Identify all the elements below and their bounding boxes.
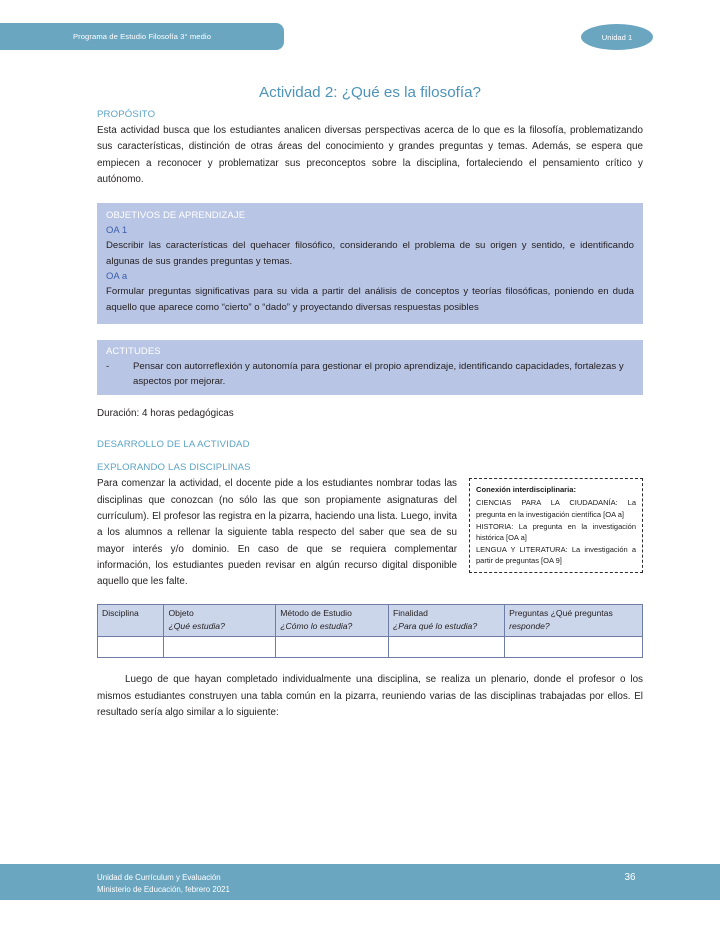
- desarrollo-paragraph: Para comenzar la actividad, el docente pide a los estudiantes nombrar todas las disciplinas que conozcan (no sólo las que son propiamente asignaturas del currículum). El profesor las registra en la pizarra, haciendo una lista. Luego, invita a los alumnos a rellenar la siguiente tabla respecto del saber que sea de su mayor interés y/o dominio. En caso de que se requiera complementar información, los estudiantes pueden revisar en algún recurso digital disponible aquello que les falte.: [97, 478, 457, 588]
- objetivos-heading: OBJETIVOS DE APRENDIZAJE: [106, 210, 246, 222]
- table-cell-finalidad[interactable]: [389, 637, 505, 658]
- desarrollo-block: [97, 476, 643, 590]
- table-col-objeto-line2: ¿Qué estudia?: [168, 621, 225, 632]
- footer-line-1: Unidad de Currículum y Evaluación: [97, 873, 221, 882]
- table-col-preguntas-line2: responde?: [509, 621, 550, 632]
- page-content: [97, 0, 643, 731]
- table-col-finalidad: [389, 605, 505, 637]
- table-cell-metodo[interactable]: [276, 637, 389, 658]
- oa-text-2: Formular preguntas significativas para su vida a partir del análisis de conceptos y teorías filosóficas, poniendo en duda aquello que aparece como “cierto” o “dado” y proyectando diversas respuestas posibles: [106, 286, 634, 313]
- table-col-objeto: [164, 605, 276, 637]
- conexion-title: Conexión interdisciplinaria:: [476, 485, 577, 495]
- table-cell-objeto[interactable]: [164, 637, 276, 658]
- footer-page-number: 36: [624, 872, 636, 883]
- table-col-metodo-line1: Método de Estudio: [280, 608, 352, 619]
- objetivos-box: [97, 203, 643, 323]
- table-col-metodo-line2: ¿Cómo lo estudia?: [280, 621, 353, 632]
- table-col-finalidad-line1: Finalidad: [393, 608, 428, 619]
- conexion-item-lengua: LENGUA Y LITERATURA: La investigación a partir de preguntas [OA 9]: [476, 544, 636, 566]
- actitudes-list-item: [106, 359, 634, 390]
- footer-line-2: Ministerio de Educación, febrero 2021: [97, 884, 230, 894]
- table-cell-disciplina[interactable]: [98, 637, 164, 658]
- conexion-interdisciplinaria-box: [469, 478, 643, 573]
- actitudes-heading: ACTITUDES: [106, 345, 161, 357]
- table-col-metodo: [276, 605, 389, 637]
- table-col-objeto-line1: Objeto: [168, 608, 194, 619]
- table-row[interactable]: [98, 637, 643, 658]
- oa-text-1: Describir las características del quehacer filosófico, considerando el problema de su origen y sentido, e identificando algunas de sus grandes preguntas y temas.: [106, 240, 634, 267]
- actitudes-item-text: Pensar con autorreflexión y autonomía para gestionar el propio aprendizaje, identificando capacidades, fortalezas y aspectos por mejorar.: [133, 360, 624, 387]
- proposito-text: Esta actividad busca que los estudiantes analicen diversas perspectivas acerca de lo que es la filosofía, problematizando sus características, distinción de otras áreas del conocimiento y grandes preguntas y temas. Además, se espera que empiecen a reconocer y problematizar sus preconceptos sobre la disciplina, fortaleciendo el pensamiento crítico y autónomo.: [97, 125, 643, 185]
- bullet-dash: -: [106, 360, 110, 372]
- table-col-disciplina: [98, 605, 164, 637]
- table-col-disciplina-line1: Disciplina: [102, 608, 139, 619]
- page-title: Actividad 2: ¿Qué es la filosofía?: [258, 84, 482, 101]
- unit-badge-label: Unidad 1: [601, 32, 633, 42]
- header-band-label: Programa de Estudio Filosofía 3° medio: [72, 32, 212, 41]
- oa-code-2: OA a: [106, 271, 128, 283]
- duracion-text: Duración: 4 horas pedagógicas: [97, 408, 234, 420]
- conexion-item-ciencias: CIENCIAS PARA LA CIUDADANÍA: La pregunta en la investigación científica [OA a]: [476, 498, 636, 519]
- explorando-label: EXPLORANDO LAS DISCIPLINAS: [97, 462, 251, 474]
- actitudes-box: [97, 340, 643, 396]
- footer-text: [97, 872, 230, 895]
- table-col-preguntas-line1: Preguntas ¿Qué preguntas: [509, 608, 613, 619]
- oa-code-1: OA 1: [106, 225, 128, 237]
- table-header-row: [98, 605, 643, 637]
- desarrollo-label: DESARROLLO DE LA ACTIVIDAD: [97, 439, 250, 451]
- table-cell-preguntas[interactable]: [505, 637, 643, 658]
- proposito-label: PROPÓSITO: [97, 109, 156, 120]
- table-col-finalidad-line2: ¿Para qué lo estudia?: [393, 621, 478, 632]
- disciplinas-table: [97, 604, 643, 658]
- closing-paragraph: Luego de que hayan completado individualmente una disciplina, se realiza un plenario, donde el profesor o los mismos estudiantes construyen una tabla común en la pizarra, reuniendo varias de las disciplinas trabajadas por ellos. El resultado sería algo similar a lo siguiente:: [97, 674, 643, 719]
- table-col-preguntas: [505, 605, 643, 637]
- conexion-item-historia: HISTORIA: La pregunta en la investigación histórica [OA a]: [476, 521, 636, 543]
